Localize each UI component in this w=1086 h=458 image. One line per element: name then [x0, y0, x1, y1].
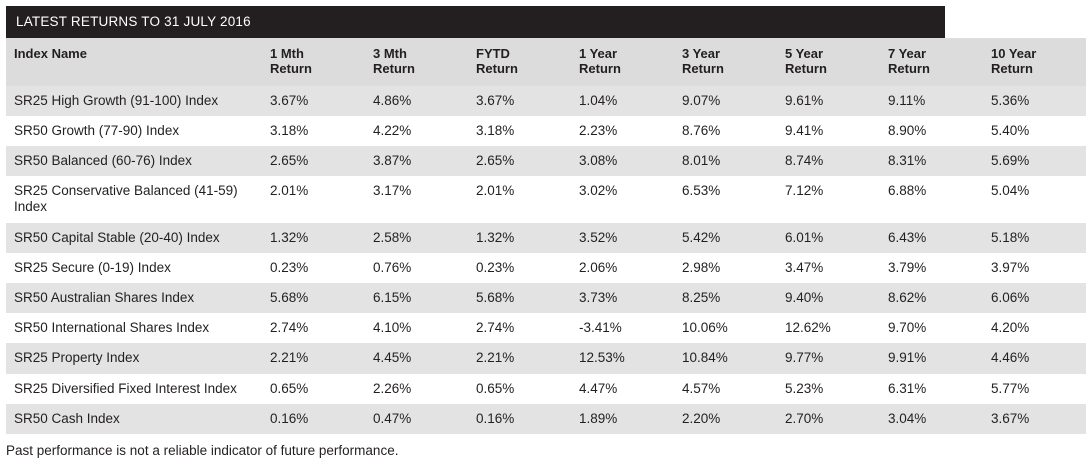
return-cell: 2.65% [262, 146, 365, 176]
table-row [6, 116, 1086, 146]
return-cell: 9.61% [777, 86, 880, 116]
return-cell: 10.06% [674, 313, 777, 343]
index-name-cell: SR25 High Growth (91-100) Index [6, 86, 262, 116]
table-row [6, 146, 1086, 176]
return-cell: 3.52% [571, 223, 674, 253]
return-cell: 3.04% [880, 404, 983, 434]
index-name-cell: SR25 Property Index [6, 343, 262, 373]
return-cell: 9.11% [880, 86, 983, 116]
return-cell: 5.69% [983, 146, 1086, 176]
return-cell: 2.23% [571, 116, 674, 146]
return-cell: 9.41% [777, 116, 880, 146]
return-cell: 9.07% [674, 86, 777, 116]
index-name-cell: SR50 Balanced (60-76) Index [6, 146, 262, 176]
return-cell: -3.41% [571, 313, 674, 343]
return-cell: 3.17% [365, 176, 468, 222]
return-cell: 2.06% [571, 253, 674, 283]
return-cell: 3.67% [983, 404, 1086, 434]
return-cell: 3.08% [571, 146, 674, 176]
table-row [6, 343, 1086, 373]
return-cell: 0.16% [262, 404, 365, 434]
return-cell: 2.20% [674, 404, 777, 434]
index-name-cell: SR50 Growth (77-90) Index [6, 116, 262, 146]
column-header-line2: Return [579, 61, 621, 77]
return-cell: 6.15% [365, 283, 468, 313]
column-header-line2: Return [888, 61, 930, 77]
return-cell: 4.86% [365, 86, 468, 116]
return-cell: 2.70% [777, 404, 880, 434]
index-name-cell: SR50 Australian Shares Index [6, 283, 262, 313]
table-row [6, 283, 1086, 313]
column-header-1-mth-return [262, 38, 365, 86]
index-name-cell: SR25 Diversified Fixed Interest Index [6, 374, 262, 404]
return-cell: 0.47% [365, 404, 468, 434]
column-header-line1: 3 Mth [373, 46, 407, 61]
return-cell: 2.74% [468, 313, 571, 343]
return-cell: 8.25% [674, 283, 777, 313]
return-cell: 2.98% [674, 253, 777, 283]
column-header-line1: 3 Year [682, 46, 721, 61]
return-cell: 1.04% [571, 86, 674, 116]
panel-title: LATEST RETURNS TO 31 JULY 2016 [6, 6, 945, 38]
column-header-3-mth-return [365, 38, 468, 86]
column-header-index-name [6, 38, 262, 86]
return-cell: 1.89% [571, 404, 674, 434]
return-cell: 3.87% [365, 146, 468, 176]
return-cell: 6.43% [880, 223, 983, 253]
column-header-line2: Return [270, 61, 312, 77]
return-cell: 0.16% [468, 404, 571, 434]
column-header-line2: Return [476, 61, 518, 77]
return-cell: 4.45% [365, 343, 468, 373]
return-cell: 12.53% [571, 343, 674, 373]
return-cell: 2.65% [468, 146, 571, 176]
column-header-line2: Return [373, 61, 415, 77]
table-row [6, 313, 1086, 343]
return-cell: 5.77% [983, 374, 1086, 404]
return-cell: 3.97% [983, 253, 1086, 283]
return-cell: 4.10% [365, 313, 468, 343]
table-row [6, 223, 1086, 253]
return-cell: 4.20% [983, 313, 1086, 343]
return-cell: 5.68% [468, 283, 571, 313]
column-header-line1: 1 Mth [270, 46, 304, 61]
column-header-line2: Return [785, 61, 827, 77]
column-header-line2: Return [682, 61, 724, 77]
table-header [6, 38, 1086, 86]
return-cell: 5.23% [777, 374, 880, 404]
column-header-3-year-return [674, 38, 777, 86]
return-cell: 2.21% [262, 343, 365, 373]
return-cell: 4.57% [674, 374, 777, 404]
return-cell: 2.74% [262, 313, 365, 343]
return-cell: 1.32% [468, 223, 571, 253]
return-cell: 3.67% [262, 86, 365, 116]
column-header-line1: 1 Year [579, 46, 618, 61]
column-header-line1: 7 Year [888, 46, 927, 61]
return-cell: 5.40% [983, 116, 1086, 146]
table-body [6, 86, 1086, 434]
return-cell: 3.47% [777, 253, 880, 283]
returns-table-panel [0, 6, 1037, 458]
return-cell: 0.23% [468, 253, 571, 283]
return-cell: 10.84% [674, 343, 777, 373]
returns-table [6, 38, 1086, 434]
return-cell: 9.70% [880, 313, 983, 343]
return-cell: 0.23% [262, 253, 365, 283]
index-name-cell: SR50 Capital Stable (20-40) Index [6, 223, 262, 253]
return-cell: 9.77% [777, 343, 880, 373]
return-cell: 5.04% [983, 176, 1086, 222]
column-header-line1: FYTD [476, 46, 510, 61]
return-cell: 3.67% [468, 86, 571, 116]
return-cell: 3.18% [468, 116, 571, 146]
column-header-1-year-return [571, 38, 674, 86]
table-row [6, 253, 1086, 283]
index-name-cell: SR50 International Shares Index [6, 313, 262, 343]
return-cell: 6.01% [777, 223, 880, 253]
return-cell: 3.73% [571, 283, 674, 313]
table-header-row [6, 38, 1086, 86]
return-cell: 2.58% [365, 223, 468, 253]
index-name-cell: SR25 Conservative Balanced (41-59) Index [6, 176, 262, 222]
return-cell: 8.74% [777, 146, 880, 176]
return-cell: 5.42% [674, 223, 777, 253]
return-cell: 7.12% [777, 176, 880, 222]
column-header-5-year-return [777, 38, 880, 86]
column-header-line1: Index Name [14, 46, 87, 61]
index-name-cell: SR50 Cash Index [6, 404, 262, 434]
return-cell: 8.62% [880, 283, 983, 313]
return-cell: 2.01% [468, 176, 571, 222]
return-cell: 6.31% [880, 374, 983, 404]
table-row [6, 404, 1086, 434]
return-cell: 0.76% [365, 253, 468, 283]
return-cell: 3.02% [571, 176, 674, 222]
column-header-10-year-return [983, 38, 1086, 86]
disclaimer-text: Past performance is not a reliable indicator of future performance. [6, 442, 399, 458]
column-header-line2: Return [991, 61, 1033, 77]
return-cell: 5.68% [262, 283, 365, 313]
return-cell: 5.18% [983, 223, 1086, 253]
return-cell: 12.62% [777, 313, 880, 343]
return-cell: 0.65% [262, 374, 365, 404]
return-cell: 2.01% [262, 176, 365, 222]
table-row [6, 86, 1086, 116]
return-cell: 4.22% [365, 116, 468, 146]
return-cell: 4.46% [983, 343, 1086, 373]
return-cell: 3.18% [262, 116, 365, 146]
return-cell: 2.21% [468, 343, 571, 373]
return-cell: 6.53% [674, 176, 777, 222]
column-header-fytd-return [468, 38, 571, 86]
return-cell: 5.36% [983, 86, 1086, 116]
column-header-line1: 5 Year [785, 46, 824, 61]
return-cell: 8.76% [674, 116, 777, 146]
return-cell: 1.32% [262, 223, 365, 253]
return-cell: 9.91% [880, 343, 983, 373]
return-cell: 6.06% [983, 283, 1086, 313]
return-cell: 8.01% [674, 146, 777, 176]
return-cell: 4.47% [571, 374, 674, 404]
return-cell: 3.79% [880, 253, 983, 283]
return-cell: 0.65% [468, 374, 571, 404]
return-cell: 8.90% [880, 116, 983, 146]
return-cell: 6.88% [880, 176, 983, 222]
table-row [6, 176, 1086, 222]
table-row [6, 374, 1086, 404]
column-header-7-year-return [880, 38, 983, 86]
index-name-cell: SR25 Secure (0-19) Index [6, 253, 262, 283]
return-cell: 9.40% [777, 283, 880, 313]
return-cell: 2.26% [365, 374, 468, 404]
return-cell: 8.31% [880, 146, 983, 176]
column-header-line1: 10 Year [991, 46, 1037, 61]
